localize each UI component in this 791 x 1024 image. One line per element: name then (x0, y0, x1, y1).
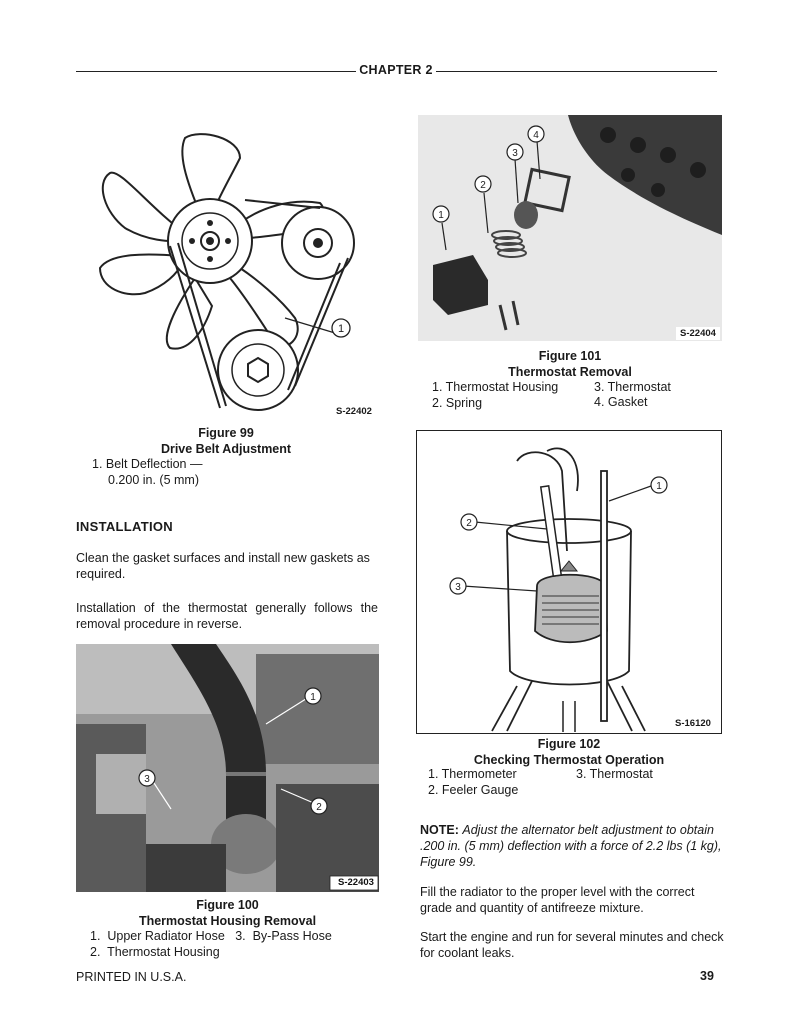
figure-102-callout: 1 (656, 481, 662, 492)
figure-100-callout: 1 (310, 692, 316, 703)
figure-100-title: Thermostat Housing Removal (138, 914, 317, 928)
figure-101-callout: 3 (512, 148, 518, 159)
figure-100-legend (90, 928, 332, 960)
figure-101-callout: 1 (438, 210, 444, 221)
figure-101-legend (432, 379, 712, 411)
figure-99-legend-item: 0.200 in. (5 mm) (108, 473, 200, 487)
figure-102-legend-item: 2. Feeler Gauge (428, 783, 519, 797)
figure-101-number: Figure 101 (538, 349, 602, 363)
figure-99-code: S-22402 (336, 406, 372, 417)
figure-102-code: S-16120 (675, 718, 711, 729)
figure-101-caption (418, 348, 722, 380)
figure-102-legend (428, 766, 708, 798)
chapter-heading: CHAPTER 2 (359, 63, 433, 77)
figure-99-drawing (90, 128, 380, 428)
figure-99-title: Drive Belt Adjustment (160, 442, 292, 456)
header-rule-left (76, 71, 356, 72)
figure-99-caption (76, 425, 376, 457)
figure-101-photo (418, 115, 722, 341)
figure-100-callout: 2 (316, 802, 322, 813)
figure-100-number: Figure 100 (196, 898, 259, 912)
figure-102-legend-item: 1. Thermometer (428, 767, 517, 781)
figure-101-legend-item: 3. Thermostat (594, 380, 671, 394)
installation-heading: INSTALLATION (76, 519, 173, 534)
figure-101-title: Thermostat Removal (508, 365, 632, 379)
figure-100-legend-row: 1. Upper Radiator Hose 3. By-Pass Hose (90, 929, 332, 943)
figure-100-photo (76, 644, 379, 892)
figure-102-title: Checking Thermostat Operation (473, 753, 665, 767)
figure-99-number: Figure 99 (198, 426, 254, 440)
note-line-3: Figure 99. (420, 855, 477, 869)
figure-101-callouts (418, 115, 722, 341)
note-label: NOTE: (420, 823, 459, 837)
figure-101-legend-item: 2. Spring (432, 396, 483, 410)
coolant-check-paragraph: Start the engine and run for several minutes and check for coolant leaks. (420, 930, 724, 960)
installation-paragraph-1: Clean the gasket surfaces and install new gaskets as required. (76, 551, 370, 581)
figure-102-caption (416, 736, 722, 768)
figure-101-legend-item: 1. Thermostat Housing (432, 380, 559, 394)
figure-99-legend-item: 1. Belt Deflection — (92, 457, 203, 471)
figure-102-drawing (417, 431, 720, 732)
figure-101-code: S-22404 (680, 328, 716, 339)
figure-100-callout: 3 (144, 774, 150, 785)
figure-102-frame (416, 430, 722, 734)
figure-100-callouts (76, 644, 379, 892)
figure-102-number: Figure 102 (537, 737, 601, 751)
header-rule-right (436, 71, 717, 72)
note-line-2: .200 in. (5 mm) deflection with a force of 2.2 lbs (1 kg), (420, 839, 722, 853)
figure-99-legend (92, 456, 202, 488)
figure-102-callout: 3 (455, 582, 461, 593)
radiator-fill-paragraph: Fill the radiator to the proper level with the correct grade and quantity of antifreeze mixture. (420, 885, 695, 915)
figure-99-callout: 1 (337, 323, 345, 335)
figure-100-caption (76, 897, 379, 929)
installation-paragraph-2: Installation of the thermostat generally follows the removal procedure in reverse. (76, 601, 378, 631)
figure-101-callout: 4 (533, 130, 539, 141)
page-number: 39 (700, 969, 714, 983)
printed-in-usa: PRINTED IN U.S.A. (76, 970, 187, 984)
figure-100-code: S-22403 (338, 877, 374, 888)
figure-100-legend-row: 2. Thermostat Housing (90, 945, 220, 959)
figure-102-callout: 2 (466, 518, 472, 529)
note-block (420, 822, 725, 870)
note-line-1: Adjust the alternator belt adjustment to obtain (462, 823, 714, 837)
figure-101-callout: 2 (480, 180, 486, 191)
figure-101-legend-item: 4. Gasket (594, 395, 648, 409)
figure-102-legend-item: 3. Thermostat (576, 767, 653, 781)
